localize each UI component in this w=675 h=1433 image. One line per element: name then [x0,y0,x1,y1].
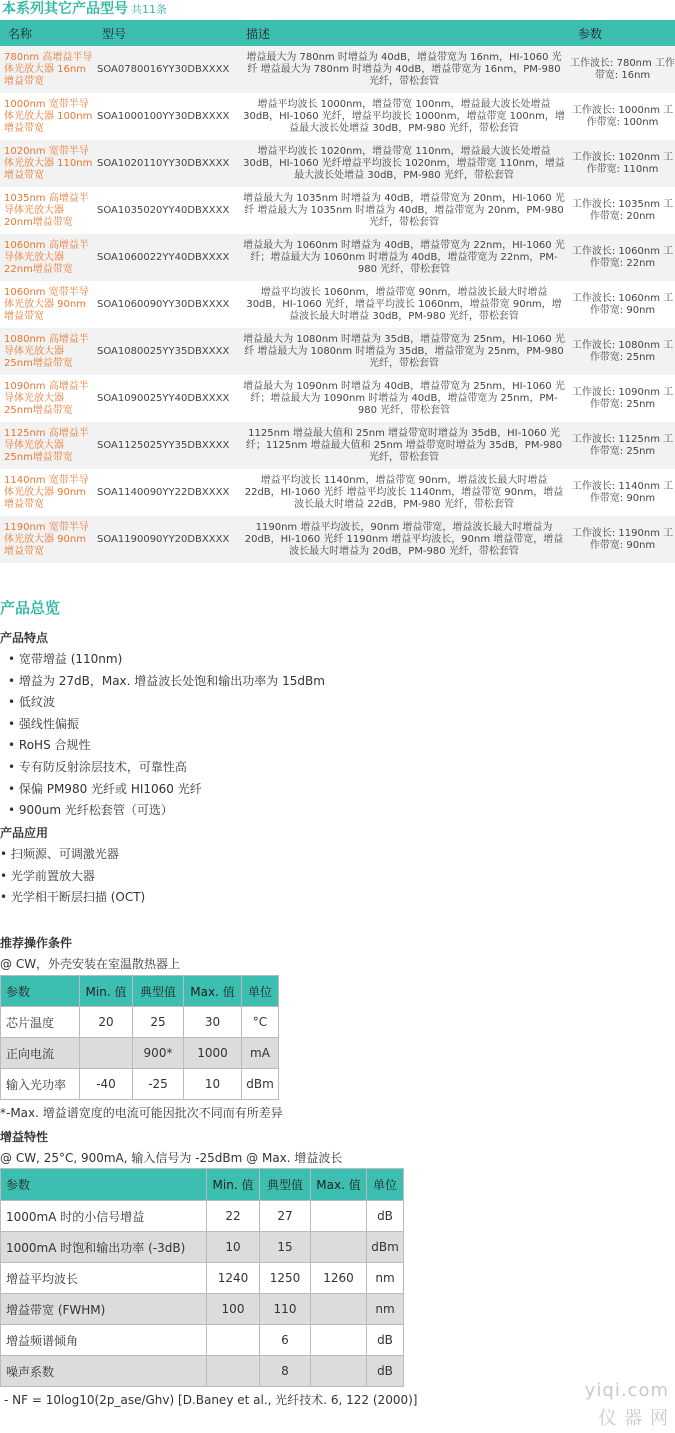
description: 增益平均波长 1140nm，增益带宽 90nm，增益波长最大时增益 22dB，HI-1060 光纤 增益平均波长 1140nm，增益带宽 90nm，增益波长最大时增益 22dB，PM-980 光纤，带松套管 [244,474,564,510]
watermark-site: 仪 器 网 [598,1408,669,1429]
table-row: 增益频谱倾角 6 dB [1,1325,404,1356]
model-number: SOA1140090YY22DBXXXX [97,486,230,498]
conditions-title: 推荐操作条件 [0,936,73,950]
model-number: SOA0780016YY30DBXXXX [94,46,238,93]
col-params: 参数 [570,20,675,46]
model-number: SOA1035020YY40DBXXXX [97,204,230,216]
description: 增益最大为 1080nm 时增益为 35dB，增益带宽为 25nm，HI-1060 光纤 增益最大为 1080nm 时增益为 35dB，增益带宽为 25nm，PM-980 光纤，带松套管 [238,328,570,375]
list-item: • 光学相干断层扫描 (OCT) [0,890,146,904]
table-row [0,516,675,563]
model-number: SOA1090025YY40DBXXXX [97,392,230,404]
table-row: 1000mA 时的小信号增益 22 27 dB [1,1201,404,1232]
list-item: • 900um 光纤松套管（可选） [8,803,173,818]
list-item: • RoHS 合规性 [8,738,91,753]
model-number: SOA1020110YY30DBXXXX [94,140,238,187]
list-item: • 宽带增益 (110nm) [8,652,123,666]
table-row [0,187,675,234]
model-number: SOA1125025YY35DBXXXX [94,422,238,469]
list-item: • 低纹波 [8,695,55,710]
product-link[interactable]: 1080nm 高增益半导体光放大器 25nm增益带宽 [0,328,94,375]
col-model: 型号 [94,20,238,46]
parameters: 工作波长: 1020nm 工作带宽: 110nm [570,140,675,187]
col-name: 名称 [0,20,94,46]
apps-list [0,844,145,909]
table-row: 增益带宽 (FWHM) 100 110 nm [1,1294,404,1325]
parameters: 工作波长: 1060nm 工作带宽: 90nm [571,292,674,316]
gain-table [0,1168,404,1387]
product-link[interactable]: 1125nm 高增益半导体光放大器 25nm增益带宽 [0,422,94,469]
list-item: • 增益为 27dB，Max. 增益波长处饱和输出功率为 15dBm [8,673,325,688]
model-number: SOA1190090YY20DBXXXX [94,516,238,563]
parameters: 工作波长: 1140nm 工作带宽: 90nm [571,480,674,504]
description: 增益最大为 1060nm 时增益为 40dB，增益带宽为 22nm，HI-1060 光纤；增益最大为 1060nm 时增益为 40dB，增益带宽为 22nm，PM-980 光纤，带松套管 [238,234,570,281]
table-row [0,140,675,187]
overview-title: 产品总览 [0,599,61,617]
list-item: • 专有防反射涂层技术，可靠性高 [8,759,187,774]
description: 增益最大为 780nm 时增益为 40dB，增益带宽为 16nm，HI-1060 光纤 增益最大为 780nm 时增益为 40dB，增益带宽为 16nm，PM-980 光纤，带松套管 [238,46,570,93]
table-row: 1000mA 时饱和输出功率 (-3dB) 10 15 dBm [1,1232,404,1263]
description: 1125nm 增益最大值和 25nm 增益带宽时增益为 35dB，HI-1060 光纤；1125nm 增益最大值和 25nm 增益带宽时增益为 35dB，PM-980 光纤，带松套管 [238,422,570,469]
gain-note: - NF = 10log10(2p_ase/Ghv) [D.Baney et al., 光纤技术. 6, 122 (2000)] [4,1393,418,1407]
parameters: 工作波长: 1060nm 工作带宽: 22nm [570,234,675,281]
product-link[interactable]: 1020nm 宽带半导体光放大器 110nm增益带宽 [0,140,94,187]
description: 增益平均波长 1000nm，增益带宽 100nm，增益最大波长处增益 30dB，HI-1060 光纤，增益平均波长 1000nm，增益带宽 100nm，增益最大波长处增益 30dB，PM-980 光纤，带松套管 [243,98,565,134]
table-row [0,375,675,422]
product-link[interactable]: 1000nm 宽带半导体光放大器 100nm增益带宽 [4,98,93,134]
parameters: 工作波长: 780nm 工作带宽: 16nm [570,46,675,93]
col-desc: 描述 [238,20,570,46]
model-number: SOA1060022YY40DBXXXX [94,234,238,281]
parameters: 工作波长: 1035nm 工作带宽: 20nm [571,198,674,222]
description: 增益最大为 1035nm 时增益为 40dB，增益带宽为 20nm，HI-1060 光纤 增益最大为 1035nm 时增益为 40dB，增益带宽为 20nm，PM-980 光纤，带松套管 [243,192,565,228]
model-number: SOA1000100YY30DBXXXX [97,110,230,122]
conditions-subtitle: @ CW，外壳安装在室温散热器上 [0,957,181,971]
table-header-row: 参数 Min. 值 典型值 Max. 值 单位 [1,1169,404,1201]
table-row [0,234,675,281]
series-table [0,20,675,563]
table-row: 正向电流 900* 1000 mA [1,1038,279,1069]
list-item: • 扫频源、可调激光器 [0,847,119,861]
table-row [0,281,675,328]
product-link[interactable]: 1090nm 高增益半导体光放大器 25nm增益带宽 [4,380,89,416]
list-item: • 保偏 PM980 光纤或 HI1060 光纤 [8,781,202,796]
product-link[interactable]: 1190nm 宽带半导体光放大器 90nm增益带宽 [0,516,94,563]
apps-title: 产品应用 [0,826,49,840]
features-title: 产品特点 [0,631,49,645]
parameters: 工作波长: 1090nm 工作带宽: 25nm [571,386,674,410]
parameters: 工作波长: 1190nm 工作带宽: 90nm [570,516,675,563]
list-item: • 强线性偏振 [8,716,79,731]
product-link[interactable]: 1035nm 高增益半导体光放大器 20nm增益带宽 [4,192,89,228]
table-row [0,93,675,140]
table-row [0,422,675,469]
parameters: 工作波长: 1125nm 工作带宽: 25nm [570,422,675,469]
model-number: SOA1080025YY35DBXXXX [94,328,238,375]
description: 增益平均波长 1060nm，增益带宽 90nm，增益波长最大时增益 30dB，HI-1060 光纤，增益平均波长 1060nm，增益带宽 90nm，增益波长最大时增益 30dB，PM-980 光纤，带松套管 [246,286,562,322]
product-link[interactable]: 1060nm 高增益半导体光放大器 22nm增益带宽 [0,234,94,281]
gain-subtitle: @ CW, 25°C, 900mA, 输入信号为 -25dBm @ Max. 增益波长 [0,1151,343,1165]
features-list [8,649,325,822]
series-title: 本系列其它产品型号 [2,1,128,17]
conditions-table [0,975,279,1100]
table-header-row: 参数 Min. 值 典型值 Max. 值 单位 [1,976,279,1007]
gain-title: 增益特性 [0,1130,49,1144]
table-row: 输入光功率 -40 -25 10 dBm [1,1069,279,1100]
conditions-note: *-Max. 增益谱宽度的电流可能因批次不同而有所差异 [0,1106,283,1120]
description: 增益最大为 1090nm 时增益为 40dB，增益带宽为 25nm，HI-1060 光纤；增益最大为 1090nm 时增益为 40dB，增益带宽为 25nm，PM-980 光纤，带松套管 [243,380,565,416]
watermark-domain: yiqi.com [584,1380,669,1401]
table-row [0,328,675,375]
series-header-row [0,20,675,46]
product-link[interactable]: 1140nm 宽带半导体光放大器 90nm增益带宽 [4,474,89,510]
series-count: 共11条 [131,3,167,16]
series-header [2,0,167,16]
table-row [0,469,675,516]
list-item: • 光学前置放大器 [0,868,95,883]
table-row [0,46,675,93]
product-link[interactable]: 780nm 高增益半导体光放大器 16nm增益带宽 [0,46,94,93]
table-row: 噪声系数 8 dB [1,1356,404,1387]
model-number: SOA1060090YY30DBXXXX [97,298,230,310]
parameters: 工作波长: 1080nm 工作带宽: 25nm [570,328,675,375]
parameters: 工作波长: 1000nm 工作带宽: 100nm [571,104,674,128]
description: 增益平均波长 1020nm，增益带宽 110nm，增益最大波长处增益 30dB，HI-1060 光纤增益平均波长 1020nm，增益带宽 110nm，增益最大波长处增益 30dB，PM-980 光纤，带松套管 [238,140,570,187]
description: 1190nm 增益平均波长，90nm 增益带宽，增益波长最大时增益为 20dB，HI-1060 光纤 1190nm 增益平均波长，90nm 增益带宽，增益波长最大时增益为 20dB，PM-980 光纤，带松套管 [238,516,570,563]
table-row: 芯片温度 20 25 30 °C [1,1007,279,1038]
table-row: 增益平均波长 1240 1250 1260 nm [1,1263,404,1294]
product-link[interactable]: 1060nm 宽带半导体光放大器 90nm增益带宽 [4,286,89,322]
